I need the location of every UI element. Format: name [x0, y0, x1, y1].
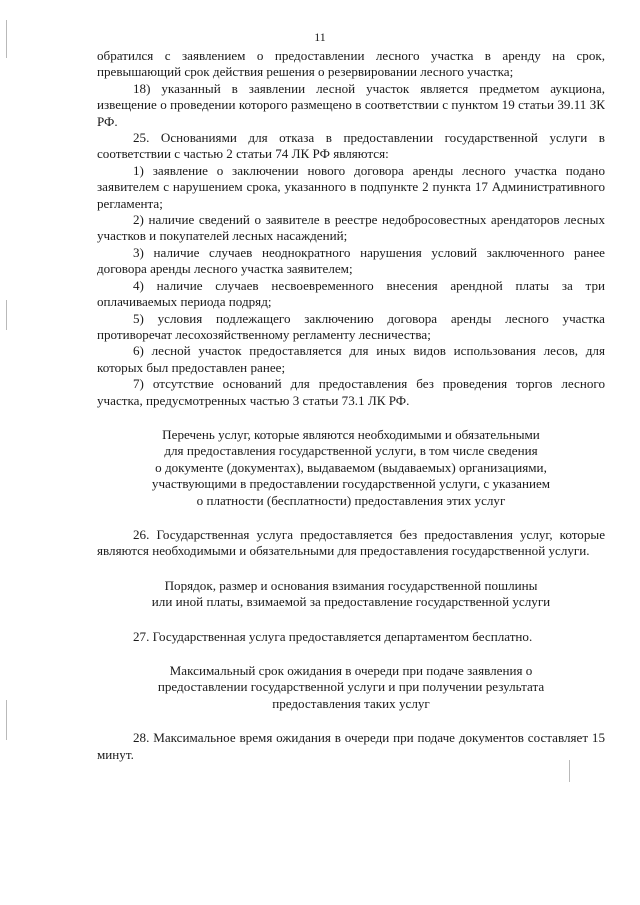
paragraph-item-18: 18) указанный в заявлении лесной участок является предметом аукциона, извещение о проведении которого размещено в соответствии с пунктом 19 статьи 39.11 ЗК РФ.	[97, 80, 605, 129]
paragraph-28: 28. Максимальное время ожидания в очереди при подаче документов составляет 15 минут.	[97, 730, 605, 762]
heading-line: о документе (документах), выдаваемом (выдаваемых) организациями,	[155, 459, 547, 475]
heading-line: Перечень услуг, которые являются необходимыми и обязательными	[162, 426, 540, 442]
page-number: 11	[314, 30, 326, 44]
paragraph-item-3: 3) наличие случаев неоднократного нарушения условий заключенного ранее договора аренды лесного участка заявителем;	[97, 244, 605, 277]
paragraph-item-5: 5) условия подлежащего заключению договора аренды лесного участка противоречат лесохозяйственному регламенту лесничества;	[97, 310, 605, 342]
heading-line: Максимальный срок ожидания в очереди при подаче заявления о	[169, 663, 533, 678]
heading-line: предоставлении государственной услуги и при получении результата	[157, 679, 545, 695]
paragraph-item-1: 1) заявление о заключении нового договора аренды лесного участка подано заявителем с нарушением срока, указанного в подпункте 2 пункта 17 Административного регламента;	[97, 162, 605, 211]
paragraph-item-6: 6) лесной участок предоставляется для иных видов использования лесов, для которых был предоставлен ранее;	[97, 343, 605, 375]
paragraph-26: 26. Государственная услуга предоставляется без предоставления услуг, которые являются необходимыми и обязательными для предоставления государственной услуги.	[97, 526, 605, 559]
paragraph-continuation: обратился с заявлением о предоставлении лесного участка в аренду на срок, превышающий срок действия решения о резервировании лесного участка;	[97, 48, 605, 80]
section-heading-services-list	[97, 427, 605, 509]
scan-edge-mark	[569, 760, 570, 782]
heading-line: для предоставления государственной услуги, в том числе сведения	[164, 443, 538, 459]
document-body	[97, 48, 605, 763]
heading-line: или иной платы, взимаемой за предоставление государственной услуги	[151, 594, 551, 610]
paragraph-25: 25. Основаниями для отказа в предоставлении государственной услуги в соответствии с частью 2 статьи 74 ЛК РФ являются:	[97, 130, 605, 162]
heading-line: участвующими в предоставлении государственной услуги, с указанием	[151, 476, 551, 492]
paragraph-item-7: 7) отсутствие оснований для предоставления без проведения торгов лесного участка, предусмотренных частью 3 статьи 73.1 ЛК РФ.	[97, 376, 605, 408]
section-heading-state-fee	[97, 578, 605, 611]
paragraph-item-4: 4) наличие случаев несвоевременного внесения арендной платы за три оплачиваемых периода подряд;	[97, 277, 605, 310]
heading-line: предоставления таких услуг	[272, 695, 430, 711]
paragraph-item-2: 2) наличие сведений о заявителе в реестре недобросовестных арендаторов лесных участков и покупателей лесных насаждений;	[97, 212, 605, 244]
scan-edge-mark	[6, 700, 7, 740]
scan-edge-mark	[6, 300, 7, 330]
section-heading-queue-time	[97, 663, 605, 712]
paragraph-27: 27. Государственная услуга предоставляется департаментом бесплатно.	[133, 628, 533, 644]
heading-line: о платности (бесплатности) предоставления этих услуг	[196, 492, 506, 508]
heading-line: Порядок, размер и основания взимания государственной пошлины	[164, 577, 538, 593]
